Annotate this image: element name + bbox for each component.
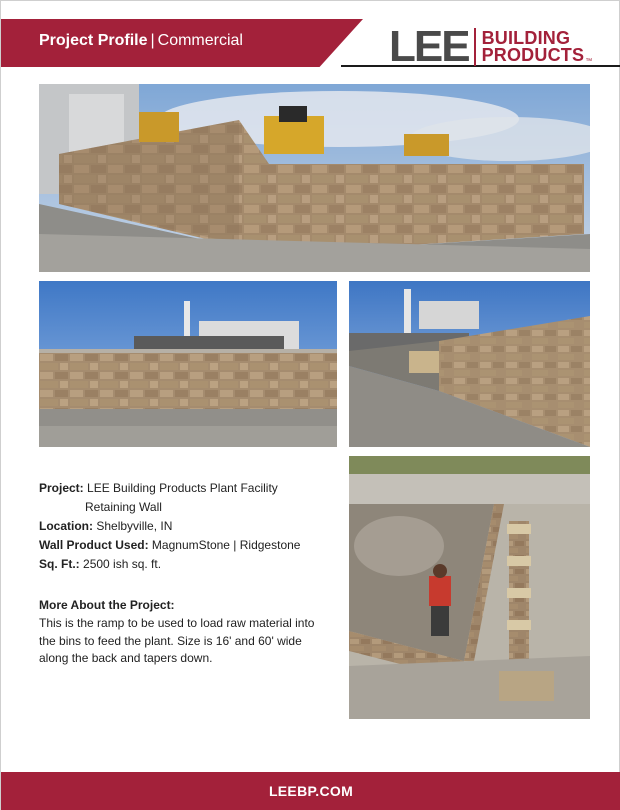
sqft-label: Sq. Ft.: (39, 557, 80, 571)
project-value-line2: Retaining Wall (85, 500, 162, 514)
photo-main-wall (39, 84, 590, 272)
product-value: MagnumStone | Ridgestone (151, 538, 301, 552)
title-strong: Project Profile (39, 32, 148, 49)
title-separator: | (150, 32, 155, 49)
footer-url-link[interactable]: LEEBP.COM (268, 783, 354, 799)
product-row (39, 536, 334, 555)
location-row (39, 517, 334, 536)
location-value: Shelbyville, IN (96, 519, 173, 533)
logo-wordmark (482, 30, 585, 64)
photo-icon (39, 84, 590, 272)
logo-word-building: BUILDING (481, 28, 571, 48)
project-label: Project: (39, 481, 84, 495)
logo-divider (474, 28, 476, 66)
project-row (39, 479, 334, 498)
logo-word-products: PRODUCTS (481, 45, 585, 65)
logo-mark: LEE (389, 22, 469, 71)
photo-icon (39, 281, 337, 447)
sqft-value: 2500 ish sq. ft. (83, 557, 162, 571)
sqft-row (39, 555, 334, 574)
photo-icon (349, 456, 590, 719)
more-about-body: This is the ramp to be used to load raw material into the bins to feed the plant. Size is 16' and 60' wide along the back and tapers down. (39, 616, 315, 665)
project-info (39, 479, 334, 574)
photo-worker (349, 456, 590, 719)
photo-icon (349, 281, 590, 447)
lee-logo (389, 22, 593, 71)
location-label: Location: (39, 519, 93, 533)
footer-band (1, 772, 620, 810)
photo-front-wall (39, 281, 337, 447)
title-sub: Commercial (157, 32, 243, 49)
project-row-continued (39, 498, 334, 517)
photo-side-wall (349, 281, 590, 447)
product-label: Wall Product Used: (39, 538, 149, 552)
project-value: LEE Building Products Plant Facility (87, 481, 278, 495)
logo-trademark: ™ (585, 58, 593, 65)
page-title (39, 32, 243, 50)
more-about-title: More About the Project: (39, 598, 175, 612)
